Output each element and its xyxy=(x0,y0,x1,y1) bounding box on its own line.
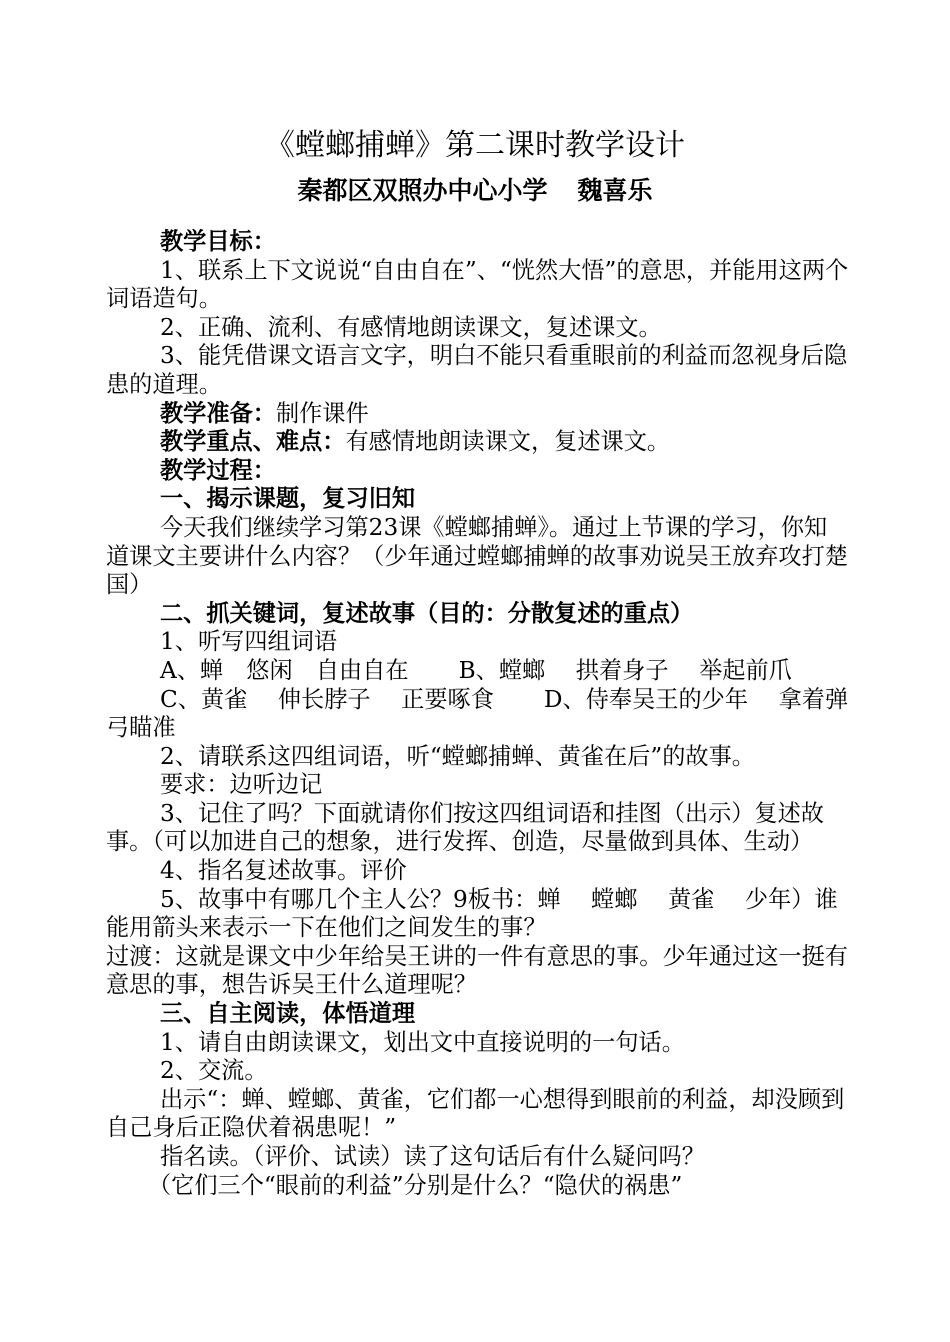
section-2-requirement: 要求：边听边记 xyxy=(160,771,323,799)
section-2-step-1: 1、听写四组词语 xyxy=(160,628,338,656)
objective-item-3: 3、能凭借课文语言文字，明白不能只看重眼前的利益而忽视身后隐患的道理。 xyxy=(106,342,848,398)
section-2-transition: 过渡：这就是课文中少年给吴王讲的一件有意思的事。少年通过这一挺有意思的事，想告诉吴王什么道理呢？ xyxy=(106,942,848,999)
word-groups-cd xyxy=(106,686,850,743)
preparation-label: 教学准备： xyxy=(160,399,276,427)
word-group-d: D、侍奉吴王的少年 拿着弹弓瞄准 xyxy=(106,685,849,742)
section-3-step-2: 2、交流。 xyxy=(160,1057,268,1085)
word-groups-ab xyxy=(106,657,850,686)
preparation-line xyxy=(106,400,850,429)
section-2-step-2: 2、请联系这四组词语，听“螳螂捕蝉、黄雀在后”的故事。 xyxy=(160,742,755,770)
word-group-c: C、黄雀 伸长脖子 正要啄食 xyxy=(160,685,494,713)
word-group-a: A、蝉 悠闲 自由自在 xyxy=(160,656,409,684)
author-line xyxy=(0,172,950,210)
section-3-read: 指名读。（评价、试读）读了这句话后有什么疑问吗？ xyxy=(160,1143,705,1170)
word-group-b: B、螳螂 拱着身子 举起前爪 xyxy=(458,656,792,684)
document-title: 《螳螂捕蝉》第二课时教学设计 xyxy=(265,128,685,163)
keypoints-line xyxy=(106,428,850,457)
section-2-step-5: 5、故事中有哪几个主人公？9板书：蝉 螳螂 黄雀 少年）谁能用箭头来表示一下在他们之间发生的事？ xyxy=(106,885,838,942)
process-heading: 教学过程： xyxy=(160,456,276,484)
section-3-question: （它们三个“眼前的利益”分别是什么？“隐伏的祸患” xyxy=(148,1171,683,1199)
objective-item-2: 2、正确、流利、有感情地朗读课文，复述课文。 xyxy=(160,313,662,341)
section-2-step-4: 4、指名复述故事。评价 xyxy=(160,857,407,885)
section-1-paragraph: 今天我们继续学习第23课《螳螂捕蝉》。通过上节课的学习，你知道课文主要讲什么内容？（少年通过螳螂捕蝉的故事劝说吴王放弃攻打楚国） xyxy=(106,513,848,599)
objectives-heading: 教学目标： xyxy=(160,228,276,255)
section-3-title: 三、自主阅读，体悟道理 xyxy=(160,1000,416,1028)
objective-item-1: 1、联系上下文说说“自由自在”、“恍然大悟”的意思，并能用这两个词语造句。 xyxy=(106,256,849,313)
section-1-title: 一、揭示课题，复习旧知 xyxy=(160,485,416,513)
section-3-show: 出示“：蝉、螳螂、黄雀，它们都一心想得到眼前的利益，却没顾到自己身后正隐伏着祸患呢！” xyxy=(106,1085,845,1142)
keypoints-label: 教学重点、难点： xyxy=(160,428,346,456)
document-body xyxy=(106,228,850,1200)
author-name: 魏喜乐 xyxy=(577,176,653,205)
section-2-title: 二、抓关键词，复述故事（目的：分散复述的重点） xyxy=(160,599,694,627)
author-school: 秦都区双照办中心小学 xyxy=(297,176,548,205)
section-3-step-1: 1、请自由朗读课文，划出文中直接说明的一句话。 xyxy=(160,1028,685,1056)
keypoints-text: 有感情地朗读课文，复述课文。 xyxy=(345,428,671,456)
preparation-text: 制作课件 xyxy=(275,399,369,427)
section-2-step-3: 3、记住了吗？下面就请你们按这四组词语和挂图（出示）复述故事。（可以加进自己的想象，进行发挥、创造，尽量做到具体、生动） xyxy=(106,799,824,856)
